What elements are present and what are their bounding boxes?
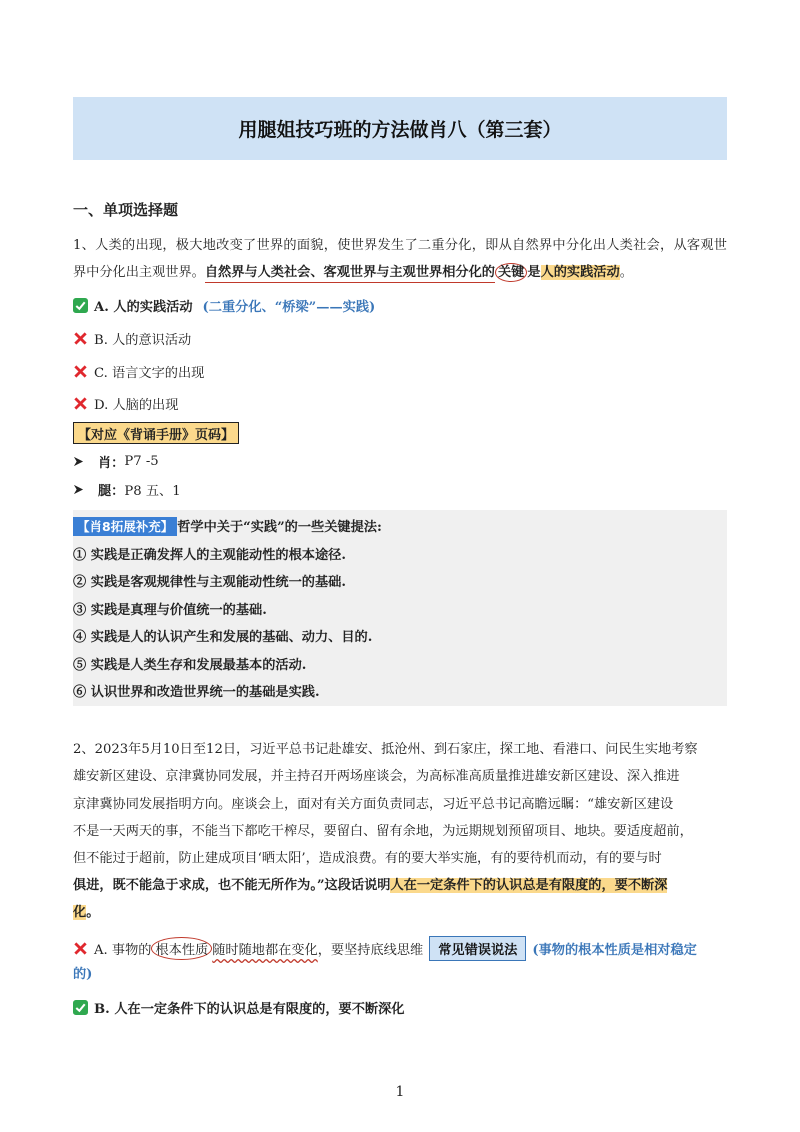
page-title: 用腿姐技巧班的方法做肖八（第三套） (238, 119, 562, 141)
extension-point: ② 实践是客观规律性与主观能动性统一的基础. (73, 575, 346, 590)
handbook-tag: 【对应《背诵手册》页码】 (73, 422, 239, 444)
page-number: 1 (395, 1084, 405, 1100)
cross-icon (73, 364, 88, 379)
check-icon (73, 298, 88, 313)
common-error-tag: 常见错误说法 (429, 936, 526, 961)
extension-tag: 【肖8拓展补充】 (73, 517, 177, 536)
q2-option-a: A. 事物的 根本性质 随时随地都在变化 ，要坚持底线思维 常见错误说法 (事物的根本性质是相对稳定 (73, 936, 697, 961)
question-2-line: 京津冀协同发展指明方向。座谈会上，面对有关方面负责同志，习近平总书记高瞻远瞩：“雄安新区建设 (73, 797, 674, 812)
check-icon (73, 1000, 88, 1015)
answer-note-continued: 的) (73, 967, 93, 982)
question-2-line: 不是一天两天的事，不能当下都吃干榨尽，要留白、留有余地，为远期规划预留项目、地块。要适度超前， (73, 824, 693, 839)
extension-point: ① 实践是正确发挥人的主观能动性的根本途径. (73, 548, 346, 563)
arrow-bullet-icon (73, 484, 84, 495)
extension-point: ⑤ 实践是人类生存和发展最基本的活动. (73, 658, 307, 673)
question-2-line: 但不能过于超前，防止建成项目‘晒太阳’，造成浪费。有的要大举实施，有的要待机而动，有的要与时 (73, 851, 662, 866)
extension-point: ⑥ 认识世界和改造世界统一的基础是实践. (73, 685, 320, 700)
question-2-line: 2、2023年5月10日至12日，习近平总书记赴雄安、抵沧州、到石家庄，探工地、看港口、问民生实地考察 (73, 742, 698, 757)
title-banner (73, 97, 727, 160)
q2-option-b: B. 人在一定条件下的认识总是有限度的，要不断深化 (73, 998, 404, 1017)
question-1-stem: 1、人类的出现，极大地改变了世界的面貌，使世界发生了二重分化，即从自然界中分化出人类社会，从客观世界中分化出主观世界。自然界与人类社会、客观世界与主观世界相分化的 关键 是人的实践活动。 (73, 232, 727, 286)
cross-icon (73, 331, 88, 346)
answer-note: (事物的根本性质是相对稳定 (532, 943, 697, 958)
question-2-line: 化。 (73, 905, 100, 920)
highlighted-answer: 人在一定条件下的认识总是有限度的，要不断深 (390, 878, 668, 893)
cross-icon (73, 396, 88, 411)
extension-point: ④ 实践是人的认识产生和发展的基础、动力、目的. (73, 630, 373, 645)
q1-option-c: C. 语言文字的出现 (73, 362, 204, 381)
circled-keyword: 根本性质 (151, 937, 212, 960)
wavy-underlined-phrase: 随时随地都在变化 (212, 943, 318, 958)
section-heading: 一、单项选择题 (73, 201, 179, 219)
cross-icon (73, 941, 88, 956)
extension-point: ③ 实践是真理与价值统一的基础. (73, 603, 267, 618)
highlighted-answer: 人的实践活动 (540, 265, 620, 280)
circled-keyword: 关键 (495, 263, 527, 282)
q1-option-a: A. 人的实践活动 (二重分化、“桥梁”——实践) (73, 296, 375, 315)
handbook-item: 肖： P7 -5 (73, 452, 159, 471)
handbook-item: 腿： P8 五、1 (73, 480, 181, 499)
underlined-phrase: 自然界与人类社会、客观世界与主观世界相分化的 (205, 265, 495, 283)
arrow-bullet-icon (73, 456, 84, 467)
q1-option-d: D. 人脑的出现 (73, 394, 178, 413)
q1-option-b: B. 人的意识活动 (73, 329, 191, 348)
question-2-line: 雄安新区建设、京津冀协同发展，并主持召开两场座谈会，为高标准高质量推进雄安新区建设、深入推进 (73, 769, 680, 784)
question-2-line: 俱进，既不能急于求成，也不能无所作为。”这段话说明人在一定条件下的认识总是有限度的，要不断深 (73, 878, 668, 893)
answer-note: (二重分化、“桥梁”——实践) (202, 300, 376, 315)
extension-intro-line: 【肖8拓展补充】 哲学中关于“实践”的一些关键提法: (73, 516, 382, 535)
